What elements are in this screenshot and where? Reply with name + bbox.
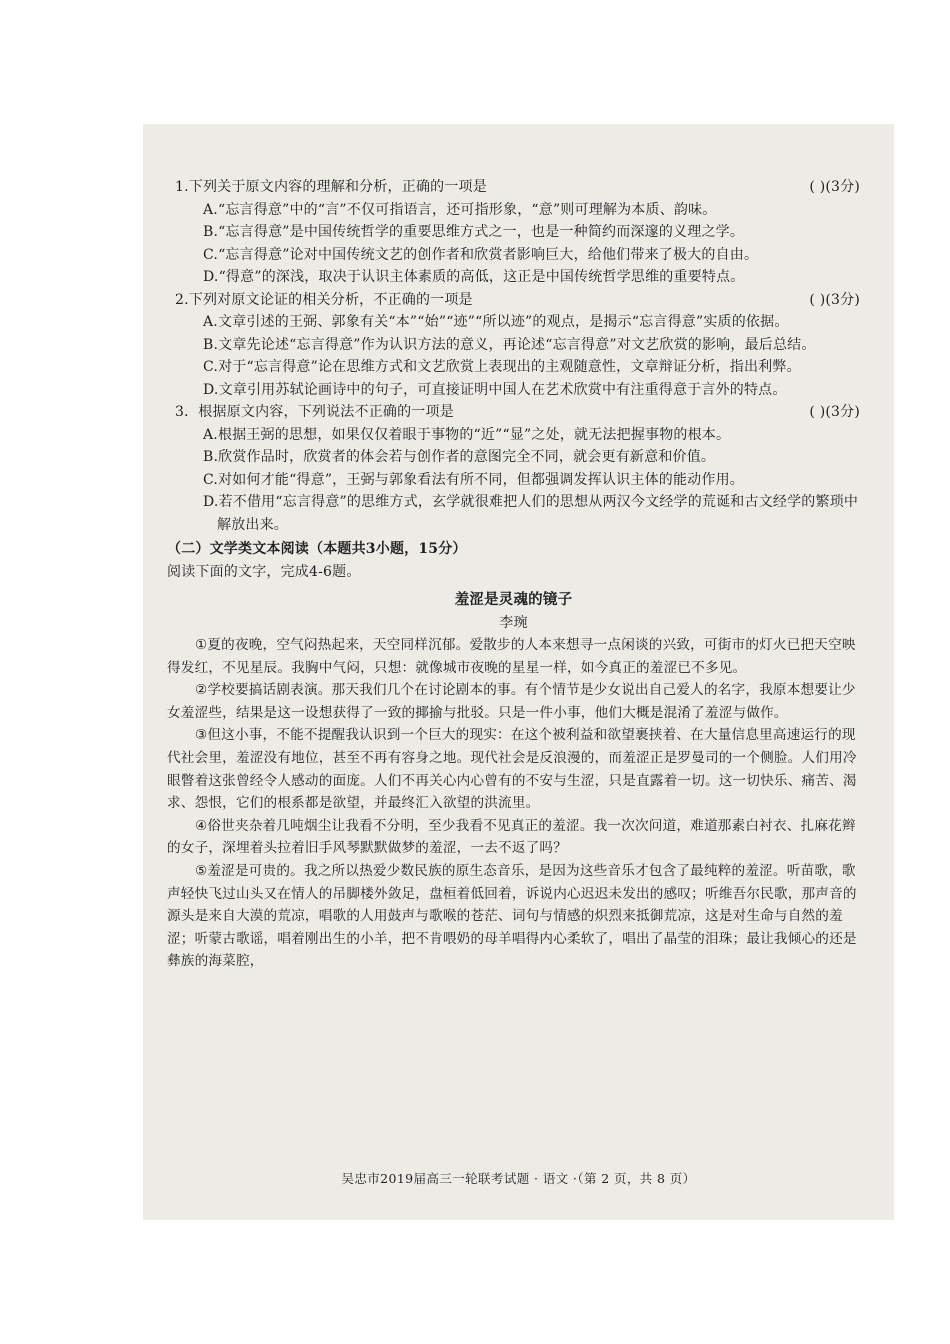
- article-title: 羞涩是灵魂的镜子: [454, 591, 573, 608]
- article-paragraph: ②学校要搞话剧表演。那天我们几个在讨论剧本的事。有个情节是少女说出自己爱人的名字，我原本想要让少女羞涩些，结果是这一设想获得了一致的揶揄与批驳。只是一件小事，他们大概是混淆了羞涩与做作。: [167, 682, 856, 721]
- question-stem: 3．根据原文内容，下列说法不正确的一项是: [175, 404, 454, 420]
- option-a: A.“忘言得意”中的“言”不仅可指语言，还可指形象，“意”则可理解为本质、韵味。: [203, 201, 717, 218]
- option-b: B.文章先论述“忘言得意”作为认识方法的意义，再论述“忘言得意”对文艺欣赏的影响，最后总结。: [203, 336, 816, 353]
- question-score: ( )(3分): [809, 404, 860, 420]
- option-a: A.根据王弼的思想，如果仅仅着眼于事物的“近”“显”之处，就无法把握事物的根本。: [203, 426, 731, 443]
- exam-page: [143, 124, 894, 1220]
- question-3: [167, 401, 860, 536]
- question-score: ( )(3分): [809, 179, 860, 195]
- option-d: D.文章引用苏轼论画诗中的句子，可直接证明中国人在艺术欣赏中有注重得意于言外的特点。: [203, 381, 787, 398]
- article-paragraph: ①夏的夜晚，空气闷热起来，天空同样沉郁。爱散步的人本来想寻一点闲谈的兴致，可街市的灯火已把天空映得发红，不见星辰。我胸中气闷，只想：就像城市夜晚的星星一样，如今真正的羞涩已不多见。: [167, 637, 856, 676]
- page-footer: 吴忠市2019届高三一轮联考试题 · 语文 ·（第 2 页，共 8 页）: [341, 1170, 696, 1186]
- option-a: A.文章引述的王弼、郭象有关“本”“始”“迹”“所以迹”的观点，是揭示“忘言得意”实质的依据。: [203, 314, 789, 330]
- option-c: C.“忘言得意”论对中国传统文艺的创作者和欣赏者影响巨大，给他们带来了极大的自由。: [203, 246, 759, 263]
- option-b: B.欣赏作品时，欣赏者的体会若与创作者的意图完全不同，就会更有新意和价值。: [203, 449, 716, 465]
- option-d: D.若不借用“忘言得意”的思维方式，玄学就很难把人们的思想从两汉今文经学的荒诞和古文经学的繁琐中解放出来。: [203, 494, 859, 533]
- option-c: C.对于“忘言得意”论在思维方式和文艺欣赏上表现出的主观随意性，文章辩证分析，指出利弊。: [203, 359, 801, 375]
- article-paragraph: ③但这小事，不能不提醒我认识到一个巨大的现实：在这个被利益和欲望裹挟着、在大量信息里高速运行的现代社会里，羞涩没有地位，甚至不再有容身之地。现代社会是反浪漫的，而羞涩正是罗曼司的一个侧脸。人们用冷眼瞥着这张曾经令人感动的面庞。人们不再关心内心曾有的不安与生涩，只是直露着一切。这一切快乐、痛苦、渴求、怨恨，它们的根系都是欲望，并最终汇入欲望的洪流里。: [167, 727, 857, 812]
- option-d: D.“得意”的深浅，取决于认识主体素质的高低，这正是中国传统哲学思维的重要特点。: [203, 269, 745, 285]
- option-b: B.“忘言得意”是中国传统哲学的重要思维方式之一，也是一种简约而深邃的义理之学。: [203, 224, 745, 240]
- section-heading: （二）文学类文本阅读（本题共3小题，15分）: [167, 541, 467, 557]
- article-author: 李琬: [499, 614, 528, 631]
- section-instruction: 阅读下面的文字，完成4-6题。: [167, 563, 361, 580]
- question-1: [167, 176, 860, 289]
- option-c: C.对如何才能“得意”，王弼与郭象看法有所不同，但都强调发挥认识主体的能动作用。: [203, 471, 744, 488]
- question-stem: 1.下列关于原文内容的理解和分析，正确的一项是: [175, 179, 487, 195]
- article-paragraph: ⑤羞涩是可贵的。我之所以热爱少数民族的原生态音乐，是因为这些音乐才包含了最纯粹的羞涩。听苗歌，歌声轻快飞过山头又在情人的吊脚楼外敛足，盘桓着低回着，诉说内心迟迟未发出的感叹；听维吾尔民歌，那声音的源头是来自大漠的荒凉，唱歌的人用鼓声与歌喉的苍茫、词句与情感的炽烈来抵御荒凉，这是对生命与自然的羞涩；听蒙古歌谣，唱着刚出生的小羊，把不肯喂奶的母羊唱得内心柔软了，唱出了晶莹的泪珠；最让我倾心的还是彝族的海菜腔，: [167, 862, 857, 970]
- question-2: [167, 289, 860, 402]
- article-paragraph: ④俗世夹杂着几吨烟尘让我看不分明，至少我看不见真正的羞涩。我一次次问道，难道那素白衬衣、扎麻花辫的女子，深埋着头拉着旧手风琴默默做梦的羞涩，一去不返了吗？: [167, 817, 856, 857]
- question-score: ( )(3分): [809, 291, 860, 308]
- question-stem: 2.下列对原文论证的相关分析，不正确的一项是: [175, 291, 473, 308]
